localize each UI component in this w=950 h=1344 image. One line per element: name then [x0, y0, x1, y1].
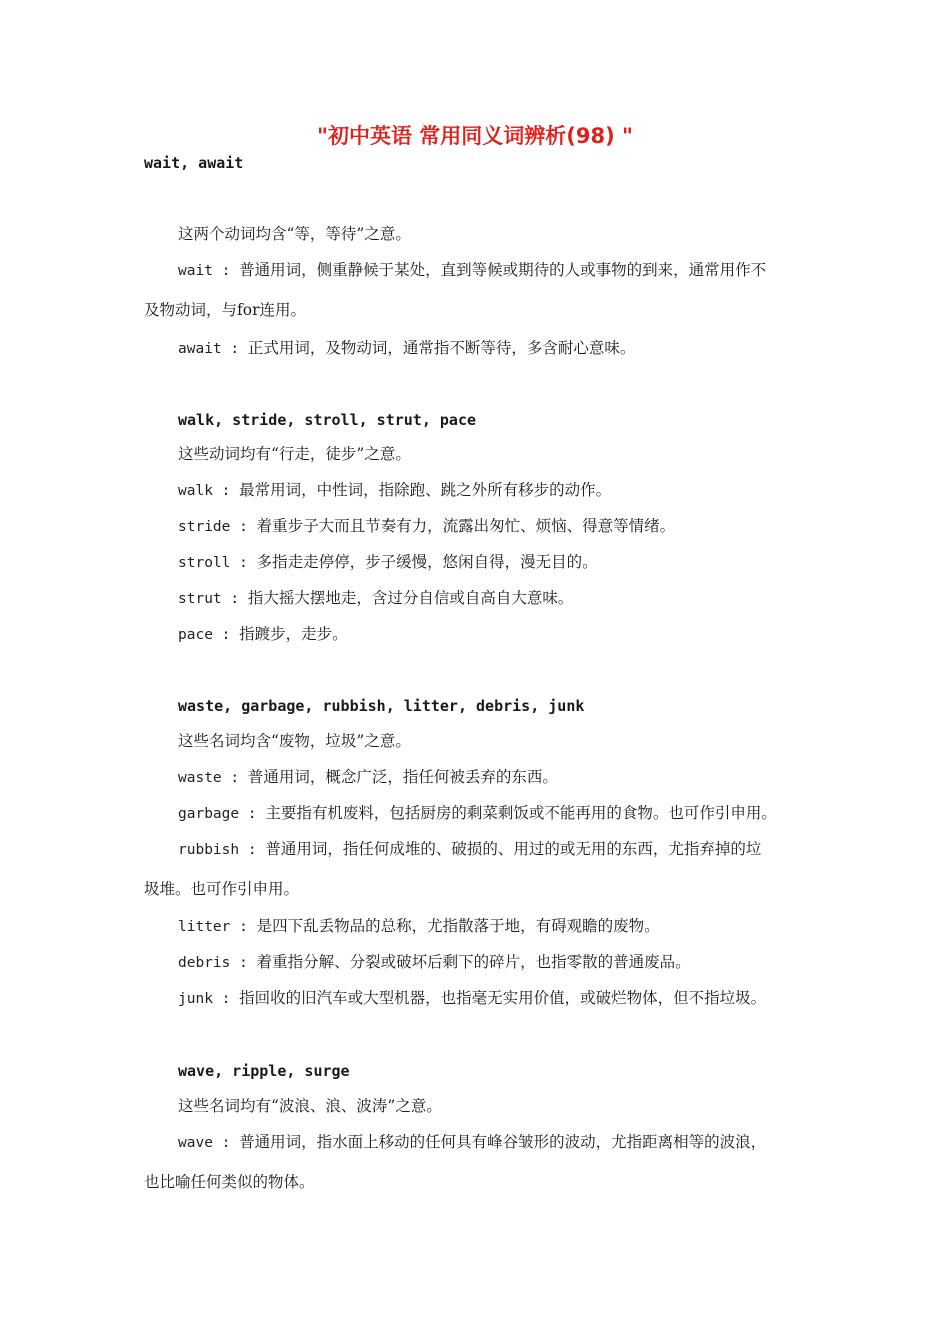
entry-term: litter [178, 919, 231, 935]
entry-term: wave [178, 1135, 213, 1151]
entry-line [178, 587, 573, 610]
entry-definition: 普通用词，概念广泛，指任何被丢弃的东西。 [247, 768, 558, 786]
entry-line [178, 951, 691, 974]
entry-line [178, 802, 777, 825]
entry-line [178, 838, 761, 861]
section-intro: 这些名词均有“波浪、浪、波涛”之意。 [178, 1097, 442, 1115]
term-separator: : [212, 483, 240, 499]
entry-term: await [178, 341, 222, 357]
term-separator: : [212, 263, 240, 279]
entry-definition: 普通用词，指任何成堆的、破损的、用过的或无用的东西，尤指弃掉的垃 [265, 840, 762, 858]
entry-definition: 最常用词，中性词，指除跑、跳之外所有移步的动作。 [239, 481, 612, 499]
section-heading: wait, await [144, 154, 244, 172]
entry-term: stroll [178, 555, 231, 571]
entry-term: stride [178, 519, 231, 535]
entry-term: strut [178, 591, 222, 607]
section-heading: waste, garbage, rubbish, litter, debris, junk [178, 697, 585, 715]
entry-line [178, 1131, 766, 1154]
entry-definition: 着重步子大而且节奏有力，流露出匆忙、烦恼、得意等情绪。 [256, 517, 676, 535]
entry-line [178, 915, 660, 938]
entry-definition: 指踱步，走步。 [239, 625, 348, 643]
entry-definition: 普通用词，侧重静候于某处，直到等候或期待的人或事物的到来，通常用作不 [239, 261, 767, 279]
entry-term: debris [178, 955, 231, 971]
term-separator: : [230, 955, 257, 971]
entry-definition: 正式用词，及物动词，通常指不断等待，多含耐心意味。 [247, 339, 636, 357]
section-intro: 这些名词均含“废物，垃圾”之意。 [178, 732, 411, 750]
entry-definition: 主要指有机废料，包括厨房的剩菜剩饭或不能再用的食物。也可作引申用。 [265, 804, 777, 822]
section-intro: 这些动词均有“行走，徒步”之意。 [178, 445, 411, 463]
entry-definition: 普通用词，指水面上移动的任何具有峰谷皱形的波动，尤指距离相等的波浪， [239, 1133, 767, 1151]
section-heading: wave, ripple, surge [178, 1062, 350, 1080]
entry-term: rubbish [178, 842, 240, 858]
term-separator: : [212, 991, 240, 1007]
entry-definition: 指大摇大摆地走，含过分自信或自高自大意味。 [247, 589, 574, 607]
entry-line [178, 337, 635, 360]
section-heading: walk, stride, stroll, strut, pace [178, 411, 477, 429]
entry-term: junk [178, 991, 213, 1007]
entry-term: walk [178, 483, 213, 499]
term-separator: : [212, 627, 240, 643]
entry-definition: 多指走走停停，步子缓慢，悠闲自得，漫无目的。 [256, 553, 598, 571]
term-separator: : [230, 919, 257, 935]
entry-line [178, 623, 348, 646]
entry-definition: 着重指分解、分裂或破坏后剩下的碎片，也指零散的普通废品。 [256, 953, 691, 971]
entry-line [178, 479, 611, 502]
entry-definition-continued: 及物动词，与for连用。 [144, 301, 306, 319]
term-separator: : [221, 341, 248, 357]
term-separator: : [239, 806, 266, 822]
entry-definition-continued: 圾堆。也可作引申用。 [144, 880, 300, 898]
entry-line [178, 259, 766, 282]
term-separator: : [221, 770, 248, 786]
entry-term: garbage [178, 806, 240, 822]
section-intro: 这两个动词均含“等，等待”之意。 [178, 225, 411, 243]
entry-line [178, 766, 558, 789]
entry-definition-continued: 也比喻任何类似的物体。 [144, 1173, 315, 1191]
entry-line [178, 551, 598, 574]
term-separator: : [230, 519, 257, 535]
entry-definition: 指回收的旧汽车或大型机器，也指毫无实用价值，或破烂物体，但不指垃圾。 [239, 989, 767, 1007]
term-separator: : [230, 555, 257, 571]
entry-line [178, 987, 766, 1010]
document-title: "初中英语 常用同义词辨析(98) " [317, 124, 633, 148]
entry-term: wait [178, 263, 213, 279]
entry-term: pace [178, 627, 213, 643]
entry-line [178, 515, 675, 538]
term-separator: : [239, 842, 266, 858]
entry-term: waste [178, 770, 222, 786]
term-separator: : [212, 1135, 240, 1151]
entry-definition: 是四下乱丢物品的总称，尤指散落于地，有碍观瞻的废物。 [256, 917, 660, 935]
term-separator: : [221, 591, 248, 607]
